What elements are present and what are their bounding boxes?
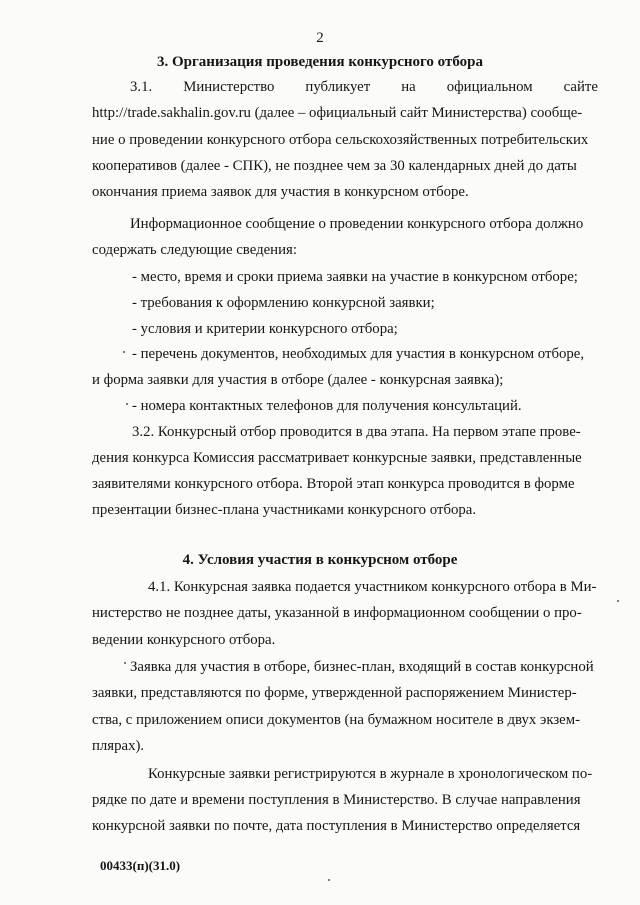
- list-item: - условия и критерии конкурсного отбора;: [132, 321, 398, 337]
- text-line: конкурсной заявки по почте, дата поступления в Министерство определяется: [92, 818, 581, 834]
- list-item: - требования к оформлению конкурсной заявки;: [132, 295, 435, 311]
- scan-speck: [617, 600, 619, 602]
- section-3-heading: 3. Организация проведения конкурсного отбора: [156, 54, 483, 70]
- list-item: - перечень документов, необходимых для участия в конкурсном отборе,: [132, 346, 585, 362]
- text-line: http://trade.sakhalin.gov.ru (далее – официальный сайт Министерства) сообще-: [92, 105, 583, 121]
- text-line: ведении конкурсного отбора.: [92, 632, 276, 648]
- text-line: ства, с приложением описи документов (на бумажном носителе в двух экзем-: [92, 712, 581, 728]
- word: 3.1.: [130, 79, 153, 95]
- text-line: 4.1. Конкурсная заявка подается участником конкурсного отбора в Ми-: [148, 579, 597, 595]
- text-line: ние о проведении конкурсного отбора сельскохозяйственных потребительских: [92, 132, 589, 148]
- scan-speck: [124, 662, 126, 664]
- word: публикует: [305, 79, 371, 95]
- text-line: заявителями конкурсного отбора. Второй этап конкурса проводится в форме: [92, 476, 575, 492]
- text-line: заявки, представляются по форме, утвержденной распоряжением Министер-: [92, 685, 577, 701]
- word: сайте: [563, 79, 598, 95]
- scan-speck: [126, 403, 128, 405]
- text-line: Информационное сообщение о проведении конкурсного отбора должно: [130, 216, 584, 232]
- text-line: содержать следующие сведения:: [92, 242, 297, 258]
- text-line: дения конкурса Комиссия рассматривает конкурсные заявки, представленные: [92, 450, 582, 466]
- text-line: нистерство не позднее даты, указанной в информационном сообщении о про-: [92, 605, 582, 621]
- list-item-continuation: и форма заявки для участия в отборе (далее - конкурсная заявка);: [92, 372, 504, 388]
- word: на: [401, 79, 416, 95]
- list-item: - место, время и сроки приема заявки на участие в конкурсном отборе;: [132, 269, 578, 285]
- text-line: окончания приема заявок для участия в конкурсном отборе.: [92, 184, 469, 200]
- text-line: рядке по дате и времени поступления в Министерство. В случае направления: [92, 792, 581, 808]
- page-number: 2: [316, 30, 324, 46]
- text-line: Конкурсные заявки регистрируются в журнале в хронологическом по-: [148, 766, 593, 782]
- scan-speck: [328, 879, 330, 881]
- text-line: 3.2. Конкурсный отбор проводится в два этапа. На первом этапе прове-: [132, 424, 581, 440]
- list-item: - номера контактных телефонов для получения консультаций.: [132, 398, 522, 414]
- section-3-p1-first-line: [130, 78, 598, 96]
- text-line: кооперативов (далее - СПК), не позднее чем за 30 календарных дней до даты: [92, 158, 577, 174]
- document-code: 00433(п)(31.0): [100, 858, 181, 873]
- text-line: презентации бизнес-плана участниками конкурсного отбора.: [92, 502, 477, 518]
- text-line: Заявка для участия в отборе, бизнес-план, входящий в состав конкурсной: [130, 659, 594, 675]
- word: официальном: [446, 79, 533, 95]
- section-4-heading: 4. Условия участия в конкурсном отборе: [182, 552, 458, 568]
- text-line: плярах).: [92, 738, 145, 754]
- word: Министерство: [183, 79, 275, 95]
- scan-speck: [123, 351, 125, 353]
